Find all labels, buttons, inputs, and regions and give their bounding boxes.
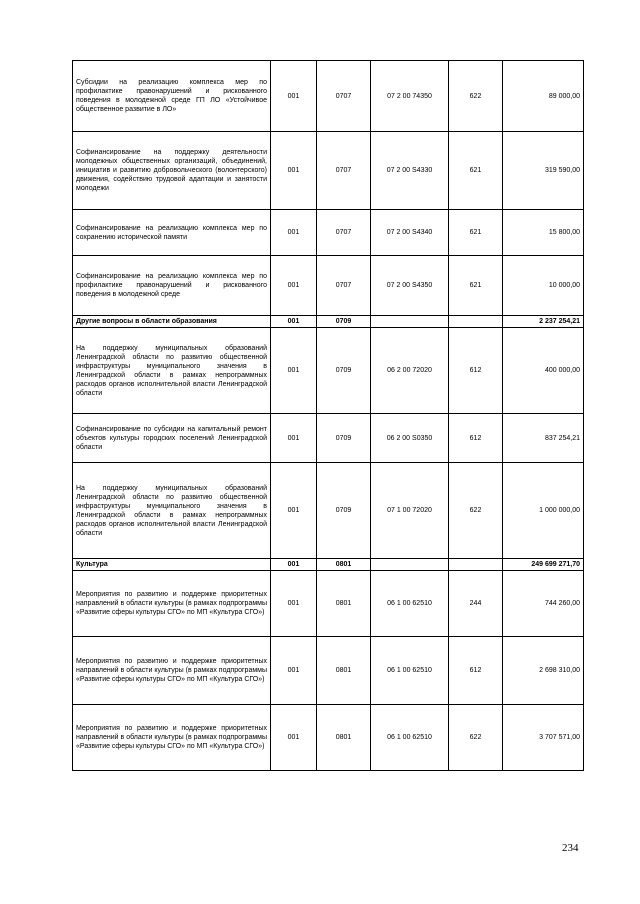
ministry-code: 001 [271,705,317,771]
ministry-code: 001 [271,210,317,256]
amount-value: 744 260,00 [503,571,584,637]
section-code: 0707 [317,210,371,256]
section-title: Культура [73,559,271,571]
row-description: На поддержку муниципальных образований Ленинградской области по развитию общественной инфраструктуры муниципального значения в Ленинградской области в рамках непрограммных расходов органов исполнительной власти Ленинградской области [73,328,271,414]
expense-type-code: 621 [449,256,503,316]
row-description: Софинансирование на реализацию комплекса мер по сохранению исторической памяти [73,210,271,256]
table-row [73,256,584,316]
section-total-amount: 249 699 271,70 [503,559,584,571]
target-article-code: 07 2 00 S4330 [371,132,449,210]
amount-value: 2 698 310,00 [503,637,584,705]
target-article-code [371,316,449,328]
section-code: 0709 [317,316,371,328]
target-article-code: 07 2 00 S4350 [371,256,449,316]
table-row [73,414,584,463]
table-row [73,328,584,414]
amount-value: 400 000,00 [503,328,584,414]
section-code: 0801 [317,559,371,571]
expense-type-code: 622 [449,463,503,559]
expense-type-code: 612 [449,328,503,414]
expense-type-code: 622 [449,61,503,132]
expense-type-code [449,316,503,328]
section-code: 0801 [317,637,371,705]
amount-value: 15 800,00 [503,210,584,256]
row-description: Субсидии на реализацию комплекса мер по профилактике правонарушений и рискованного поведения в молодежной среде ГП ЛО «Устойчивое общественное развитие в ЛО» [73,61,271,132]
amount-value: 10 000,00 [503,256,584,316]
section-code: 0707 [317,256,371,316]
ministry-code: 001 [271,328,317,414]
table-row [73,463,584,559]
row-description: Софинансирование на поддержку деятельности молодежных общественных организаций, объединений, инициатив и развитию добровольческого (волонтерского) движения, содействию трудовой адаптации и занятости молодежи [73,132,271,210]
target-article-code: 06 1 00 62510 [371,705,449,771]
table-row [73,132,584,210]
amount-value: 837 254,21 [503,414,584,463]
target-article-code: 06 1 00 62510 [371,637,449,705]
section-code: 0801 [317,705,371,771]
expense-type-code: 622 [449,705,503,771]
row-description: Софинансирование по субсидии на капитальный ремонт объектов культуры городских поселений Ленинградской области [73,414,271,463]
expense-type-code: 621 [449,210,503,256]
amount-value: 89 000,00 [503,61,584,132]
section-total-row [73,316,584,328]
ministry-code: 001 [271,559,317,571]
target-article-code: 07 1 00 72020 [371,463,449,559]
ministry-code: 001 [271,414,317,463]
section-code: 0709 [317,414,371,463]
section-code: 0709 [317,328,371,414]
section-code: 0801 [317,571,371,637]
expense-type-code: 612 [449,637,503,705]
row-description: Софинансирование на реализацию комплекса мер по профилактике правонарушений и рискованного поведения в молодежной среде [73,256,271,316]
target-article-code: 07 2 00 74350 [371,61,449,132]
target-article-code: 06 1 00 62510 [371,571,449,637]
amount-value: 1 000 000,00 [503,463,584,559]
table-row [73,571,584,637]
expense-type-code: 621 [449,132,503,210]
target-article-code: 06 2 00 S0350 [371,414,449,463]
ministry-code: 001 [271,637,317,705]
page-number: 234 [562,842,579,854]
section-total-amount: 2 237 254,21 [503,316,584,328]
row-description: Мероприятия по развитию и поддержке приоритетных направлений в области культуры (в рамках подпрограммы «Развитие сферы культуры СГО» по МП «Культура СГО») [73,637,271,705]
amount-value: 3 707 571,00 [503,705,584,771]
row-description: На поддержку муниципальных образований Ленинградской области по развитию общественной инфраструктуры муниципального значения в Ленинградской области в рамках непрограммных расходов органов исполнительной власти Ленинградской области [73,463,271,559]
expense-type-code: 612 [449,414,503,463]
target-article-code: 07 2 00 S4340 [371,210,449,256]
ministry-code: 001 [271,132,317,210]
table-row [73,705,584,771]
row-description: Мероприятия по развитию и поддержке приоритетных направлений в области культуры (в рамках подпрограммы «Развитие сферы культуры СГО» по МП «Культура СГО») [73,571,271,637]
ministry-code: 001 [271,256,317,316]
ministry-code: 001 [271,463,317,559]
expense-type-code: 244 [449,571,503,637]
budget-table [72,60,584,771]
ministry-code: 001 [271,571,317,637]
section-code: 0709 [317,463,371,559]
section-total-row [73,559,584,571]
table-row [73,210,584,256]
table-row [73,637,584,705]
amount-value: 319 590,00 [503,132,584,210]
section-title: Другие вопросы в области образования [73,316,271,328]
table-row [73,61,584,132]
target-article-code [371,559,449,571]
ministry-code: 001 [271,61,317,132]
ministry-code: 001 [271,316,317,328]
expense-type-code [449,559,503,571]
section-code: 0707 [317,61,371,132]
target-article-code: 06 2 00 72020 [371,328,449,414]
section-code: 0707 [317,132,371,210]
row-description: Мероприятия по развитию и поддержке приоритетных направлений в области культуры (в рамках подпрограммы «Развитие сферы культуры СГО» по МП «Культура СГО») [73,705,271,771]
